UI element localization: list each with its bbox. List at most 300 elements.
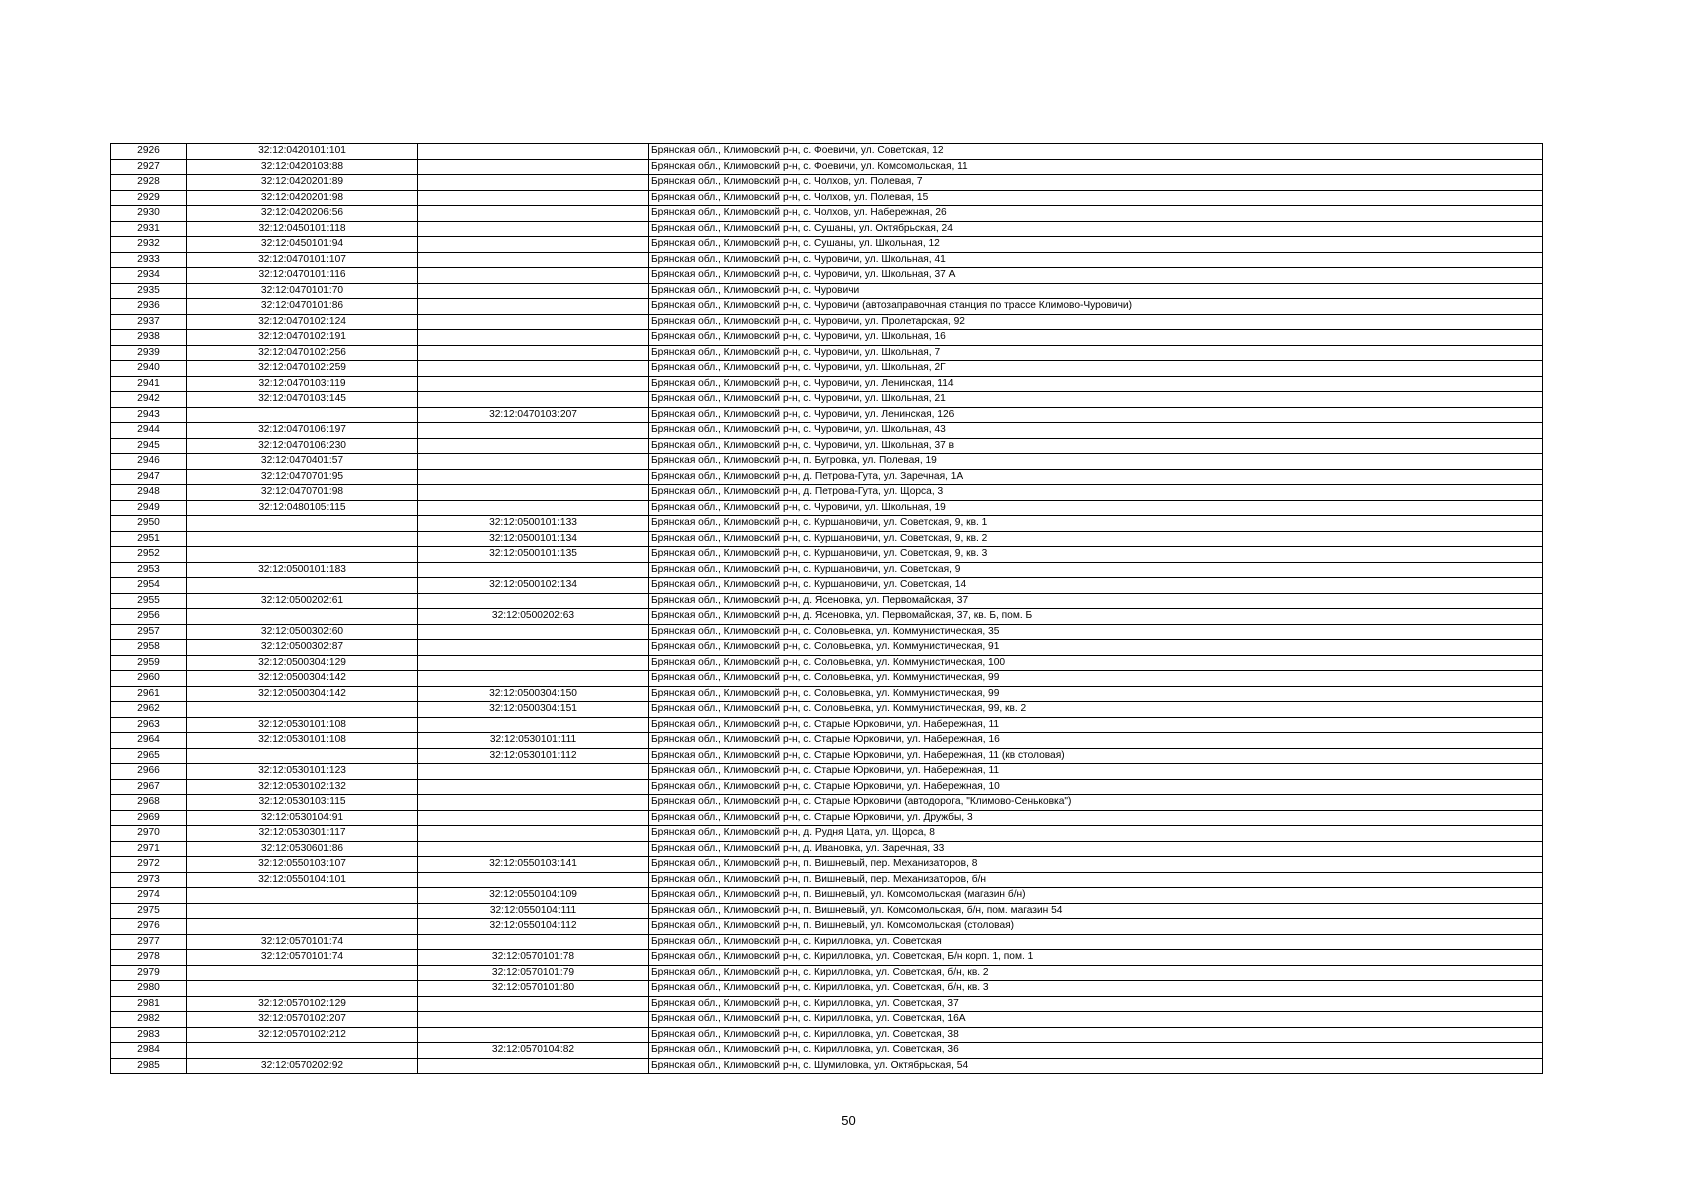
row-number-cell: 2976 bbox=[111, 919, 187, 935]
address-cell: Брянская обл., Климовский р-н, с. Кирилловка, ул. Советская, 16А bbox=[649, 1012, 1543, 1028]
table-row bbox=[111, 717, 1543, 733]
address-cell: Брянская обл., Климовский р-н, с. Чолхов, ул. Набережная, 26 bbox=[649, 206, 1543, 222]
table-row bbox=[111, 562, 1543, 578]
cadastral-number-cell: 32:12:0470101:116 bbox=[187, 268, 418, 284]
cadastral-number-cell: 32:12:0530301:117 bbox=[187, 826, 418, 842]
row-number-cell: 2975 bbox=[111, 903, 187, 919]
cadastral-number-cell bbox=[187, 888, 418, 904]
row-number-cell: 2952 bbox=[111, 547, 187, 563]
row-number-cell: 2929 bbox=[111, 190, 187, 206]
row-number-cell: 2946 bbox=[111, 454, 187, 470]
row-number-cell: 2951 bbox=[111, 531, 187, 547]
object-cadastral-number-cell bbox=[418, 1012, 649, 1028]
address-cell: Брянская обл., Климовский р-н, с. Сушаны, ул. Школьная, 12 bbox=[649, 237, 1543, 253]
object-cadastral-number-cell bbox=[418, 1027, 649, 1043]
address-cell: Брянская обл., Климовский р-н, с. Куршановичи, ул. Советская, 9, кв. 2 bbox=[649, 531, 1543, 547]
table-row bbox=[111, 190, 1543, 206]
row-number-cell: 2953 bbox=[111, 562, 187, 578]
object-cadastral-number-cell bbox=[418, 438, 649, 454]
address-cell: Брянская обл., Климовский р-н, с. Чуровичи, ул. Школьная, 43 bbox=[649, 423, 1543, 439]
cadastral-number-cell: 32:12:0470102:256 bbox=[187, 345, 418, 361]
address-cell: Брянская обл., Климовский р-н, с. Чуровичи, ул. Школьная, 16 bbox=[649, 330, 1543, 346]
table-row bbox=[111, 640, 1543, 656]
cadastral-number-cell: 32:12:0570102:129 bbox=[187, 996, 418, 1012]
row-number-cell: 2959 bbox=[111, 655, 187, 671]
table-row bbox=[111, 485, 1543, 501]
cadastral-number-cell: 32:12:0570102:212 bbox=[187, 1027, 418, 1043]
row-number-cell: 2967 bbox=[111, 779, 187, 795]
row-number-cell: 2985 bbox=[111, 1058, 187, 1074]
row-number-cell: 2973 bbox=[111, 872, 187, 888]
table-row bbox=[111, 593, 1543, 609]
row-number-cell: 2964 bbox=[111, 733, 187, 749]
cadastral-number-cell: 32:12:0500304:142 bbox=[187, 686, 418, 702]
row-number-cell: 2982 bbox=[111, 1012, 187, 1028]
table-row bbox=[111, 1027, 1543, 1043]
table-row bbox=[111, 1012, 1543, 1028]
row-number-cell: 2979 bbox=[111, 965, 187, 981]
table-row bbox=[111, 702, 1543, 718]
cadastral-number-cell: 32:12:0530104:91 bbox=[187, 810, 418, 826]
table-row bbox=[111, 407, 1543, 423]
row-number-cell: 2966 bbox=[111, 764, 187, 780]
cadastral-number-cell: 32:12:0500302:87 bbox=[187, 640, 418, 656]
address-cell: Брянская обл., Климовский р-н, с. Кирилловка, ул. Советская, Б/н корп. 1, пом. 1 bbox=[649, 950, 1543, 966]
address-cell: Брянская обл., Климовский р-н, с. Кирилловка, ул. Советская, 36 bbox=[649, 1043, 1543, 1059]
table-row bbox=[111, 454, 1543, 470]
row-number-cell: 2969 bbox=[111, 810, 187, 826]
table-row bbox=[111, 934, 1543, 950]
row-number-cell: 2943 bbox=[111, 407, 187, 423]
cadastral-number-cell bbox=[187, 547, 418, 563]
address-cell: Брянская обл., Климовский р-н, с. Кирилловка, ул. Советская bbox=[649, 934, 1543, 950]
table-row bbox=[111, 516, 1543, 532]
address-cell: Брянская обл., Климовский р-н, д. Рудня Цата, ул. Щорса, 8 bbox=[649, 826, 1543, 842]
address-cell: Брянская обл., Климовский р-н, с. Кирилловка, ул. Советская, 37 bbox=[649, 996, 1543, 1012]
object-cadastral-number-cell bbox=[418, 237, 649, 253]
table-row bbox=[111, 531, 1543, 547]
table-row bbox=[111, 392, 1543, 408]
address-cell: Брянская обл., Климовский р-н, с. Чолхов, ул. Полевая, 7 bbox=[649, 175, 1543, 191]
address-cell: Брянская обл., Климовский р-н, с. Чуровичи, ул. Школьная, 2Г bbox=[649, 361, 1543, 377]
object-cadastral-number-cell bbox=[418, 640, 649, 656]
row-number-cell: 2939 bbox=[111, 345, 187, 361]
object-cadastral-number-cell bbox=[418, 841, 649, 857]
object-cadastral-number-cell bbox=[418, 1058, 649, 1074]
object-cadastral-number-cell: 32:12:0550104:109 bbox=[418, 888, 649, 904]
address-cell: Брянская обл., Климовский р-н, с. Шумиловка, ул. Октябрьская, 54 bbox=[649, 1058, 1543, 1074]
object-cadastral-number-cell bbox=[418, 810, 649, 826]
table-row bbox=[111, 547, 1543, 563]
object-cadastral-number-cell: 32:12:0500102:134 bbox=[418, 578, 649, 594]
row-number-cell: 2984 bbox=[111, 1043, 187, 1059]
address-cell: Брянская обл., Климовский р-н, с. Куршановичи, ул. Советская, 9 bbox=[649, 562, 1543, 578]
address-cell: Брянская обл., Климовский р-н, с. Чуровичи, ул. Школьная, 19 bbox=[649, 500, 1543, 516]
row-number-cell: 2978 bbox=[111, 950, 187, 966]
table-row bbox=[111, 252, 1543, 268]
object-cadastral-number-cell bbox=[418, 299, 649, 315]
table-row bbox=[111, 764, 1543, 780]
cadastral-number-cell: 32:12:0500304:129 bbox=[187, 655, 418, 671]
cadastral-number-cell: 32:12:0530601:86 bbox=[187, 841, 418, 857]
object-cadastral-number-cell: 32:12:0500101:134 bbox=[418, 531, 649, 547]
table-row bbox=[111, 578, 1543, 594]
object-cadastral-number-cell: 32:12:0570101:80 bbox=[418, 981, 649, 997]
address-cell: Брянская обл., Климовский р-н, д. Петрова-Гута, ул. Заречная, 1А bbox=[649, 469, 1543, 485]
object-cadastral-number-cell bbox=[418, 159, 649, 175]
address-cell: Брянская обл., Климовский р-н, с. Старые Юрковичи, ул. Набережная, 11 bbox=[649, 764, 1543, 780]
object-cadastral-number-cell bbox=[418, 826, 649, 842]
address-cell: Брянская обл., Климовский р-н, с. Чуровичи (автозаправочная станция по трассе Климово-Чуровичи) bbox=[649, 299, 1543, 315]
object-cadastral-number-cell bbox=[418, 779, 649, 795]
cadastral-number-cell: 32:12:0450101:94 bbox=[187, 237, 418, 253]
table-row bbox=[111, 872, 1543, 888]
object-cadastral-number-cell bbox=[418, 392, 649, 408]
table-row bbox=[111, 795, 1543, 811]
object-cadastral-number-cell bbox=[418, 562, 649, 578]
object-cadastral-number-cell bbox=[418, 423, 649, 439]
cadastral-number-cell: 32:12:0570202:92 bbox=[187, 1058, 418, 1074]
object-cadastral-number-cell: 32:12:0470103:207 bbox=[418, 407, 649, 423]
row-number-cell: 2980 bbox=[111, 981, 187, 997]
row-number-cell: 2948 bbox=[111, 485, 187, 501]
cadastral-number-cell bbox=[187, 1043, 418, 1059]
address-cell: Брянская обл., Климовский р-н, с. Чуровичи, ул. Школьная, 7 bbox=[649, 345, 1543, 361]
row-number-cell: 2928 bbox=[111, 175, 187, 191]
row-number-cell: 2937 bbox=[111, 314, 187, 330]
table-row bbox=[111, 779, 1543, 795]
cadastral-number-cell: 32:12:0470106:197 bbox=[187, 423, 418, 439]
row-number-cell: 2963 bbox=[111, 717, 187, 733]
row-number-cell: 2956 bbox=[111, 609, 187, 625]
page-number: 50 bbox=[841, 1113, 856, 1128]
table-row bbox=[111, 733, 1543, 749]
address-cell: Брянская обл., Климовский р-н, п. Вишневый, ул. Комсомольская (магазин б/н) bbox=[649, 888, 1543, 904]
table-row bbox=[111, 950, 1543, 966]
table-row bbox=[111, 1043, 1543, 1059]
address-cell: Брянская обл., Климовский р-н, с. Кирилловка, ул. Советская, 38 bbox=[649, 1027, 1543, 1043]
cadastral-number-cell: 32:12:0470101:86 bbox=[187, 299, 418, 315]
object-cadastral-number-cell bbox=[418, 996, 649, 1012]
table-row bbox=[111, 671, 1543, 687]
row-number-cell: 2954 bbox=[111, 578, 187, 594]
row-number-cell: 2961 bbox=[111, 686, 187, 702]
row-number-cell: 2927 bbox=[111, 159, 187, 175]
row-number-cell: 2942 bbox=[111, 392, 187, 408]
cadastral-number-cell: 32:12:0470106:230 bbox=[187, 438, 418, 454]
cadastral-number-cell: 32:12:0420206:56 bbox=[187, 206, 418, 222]
object-cadastral-number-cell bbox=[418, 190, 649, 206]
object-cadastral-number-cell bbox=[418, 175, 649, 191]
row-number-cell: 2926 bbox=[111, 144, 187, 160]
address-cell: Брянская обл., Климовский р-н, с. Фоевичи, ул. Советская, 12 bbox=[649, 144, 1543, 160]
object-cadastral-number-cell bbox=[418, 144, 649, 160]
table-row bbox=[111, 469, 1543, 485]
table-row bbox=[111, 423, 1543, 439]
address-cell: Брянская обл., Климовский р-н, с. Старые Юрковичи, ул. Набережная, 11 (кв столовая) bbox=[649, 748, 1543, 764]
object-cadastral-number-cell bbox=[418, 934, 649, 950]
row-number-cell: 2983 bbox=[111, 1027, 187, 1043]
row-number-cell: 2949 bbox=[111, 500, 187, 516]
row-number-cell: 2971 bbox=[111, 841, 187, 857]
row-number-cell: 2933 bbox=[111, 252, 187, 268]
object-cadastral-number-cell: 32:12:0550104:112 bbox=[418, 919, 649, 935]
table-row bbox=[111, 624, 1543, 640]
cadastral-number-cell: 32:12:0470701:95 bbox=[187, 469, 418, 485]
object-cadastral-number-cell bbox=[418, 764, 649, 780]
address-cell: Брянская обл., Климовский р-н, п. Бугровка, ул. Полевая, 19 bbox=[649, 454, 1543, 470]
object-cadastral-number-cell: 32:12:0550103:141 bbox=[418, 857, 649, 873]
table-row bbox=[111, 810, 1543, 826]
cadastral-number-cell: 32:12:0500304:142 bbox=[187, 671, 418, 687]
address-cell: Брянская обл., Климовский р-н, с. Чуровичи, ул. Школьная, 37 А bbox=[649, 268, 1543, 284]
address-cell: Брянская обл., Климовский р-н, с. Старые Юрковичи, ул. Набережная, 10 bbox=[649, 779, 1543, 795]
address-cell: Брянская обл., Климовский р-н, п. Вишневый, пер. Механизаторов, 8 bbox=[649, 857, 1543, 873]
address-cell: Брянская обл., Климовский р-н, с. Сушаны, ул. Октябрьская, 24 bbox=[649, 221, 1543, 237]
cadastral-number-cell: 32:12:0500202:61 bbox=[187, 593, 418, 609]
address-cell: Брянская обл., Климовский р-н, с. Соловьевка, ул. Коммунистическая, 91 bbox=[649, 640, 1543, 656]
row-number-cell: 2931 bbox=[111, 221, 187, 237]
cadastral-number-cell bbox=[187, 965, 418, 981]
address-cell: Брянская обл., Климовский р-н, с. Старые Юрковичи, ул. Дружбы, 3 bbox=[649, 810, 1543, 826]
address-cell: Брянская обл., Климовский р-н, с. Чолхов, ул. Полевая, 15 bbox=[649, 190, 1543, 206]
row-number-cell: 2974 bbox=[111, 888, 187, 904]
cadastral-number-cell bbox=[187, 903, 418, 919]
address-cell: Брянская обл., Климовский р-н, с. Кирилловка, ул. Советская, б/н, кв. 2 bbox=[649, 965, 1543, 981]
object-cadastral-number-cell bbox=[418, 795, 649, 811]
object-cadastral-number-cell: 32:12:0570104:82 bbox=[418, 1043, 649, 1059]
address-cell: Брянская обл., Климовский р-н, д. Петрова-Гута, ул. Щорса, 3 bbox=[649, 485, 1543, 501]
row-number-cell: 2977 bbox=[111, 934, 187, 950]
row-number-cell: 2970 bbox=[111, 826, 187, 842]
row-number-cell: 2930 bbox=[111, 206, 187, 222]
object-cadastral-number-cell: 32:12:0500101:135 bbox=[418, 547, 649, 563]
address-cell: Брянская обл., Климовский р-н, д. Ивановка, ул. Заречная, 33 bbox=[649, 841, 1543, 857]
table-row bbox=[111, 857, 1543, 873]
address-cell: Брянская обл., Климовский р-н, с. Соловьевка, ул. Коммунистическая, 99, кв. 2 bbox=[649, 702, 1543, 718]
cadastral-number-cell: 32:12:0420103:88 bbox=[187, 159, 418, 175]
table-row bbox=[111, 826, 1543, 842]
row-number-cell: 2960 bbox=[111, 671, 187, 687]
object-cadastral-number-cell bbox=[418, 314, 649, 330]
cadastral-number-cell: 32:12:0470102:191 bbox=[187, 330, 418, 346]
table-row bbox=[111, 903, 1543, 919]
address-cell: Брянская обл., Климовский р-н, д. Ясеновка, ул. Первомайская, 37, кв. Б, пом. Б bbox=[649, 609, 1543, 625]
row-number-cell: 2981 bbox=[111, 996, 187, 1012]
object-cadastral-number-cell: 32:12:0500304:150 bbox=[418, 686, 649, 702]
address-cell: Брянская обл., Климовский р-н, с. Соловьевка, ул. Коммунистическая, 99 bbox=[649, 686, 1543, 702]
address-cell: Брянская обл., Климовский р-н, с. Кирилловка, ул. Советская, б/н, кв. 3 bbox=[649, 981, 1543, 997]
table-row bbox=[111, 299, 1543, 315]
address-cell: Брянская обл., Климовский р-н, с. Куршановичи, ул. Советская, 14 bbox=[649, 578, 1543, 594]
row-number-cell: 2957 bbox=[111, 624, 187, 640]
cadastral-number-cell bbox=[187, 609, 418, 625]
cadastral-number-cell: 32:12:0550104:101 bbox=[187, 872, 418, 888]
table-row bbox=[111, 748, 1543, 764]
table-row bbox=[111, 221, 1543, 237]
object-cadastral-number-cell bbox=[418, 206, 649, 222]
cadastral-number-cell: 32:12:0550103:107 bbox=[187, 857, 418, 873]
object-cadastral-number-cell: 32:12:0530101:111 bbox=[418, 733, 649, 749]
address-cell: Брянская обл., Климовский р-н, с. Старые Юрковичи, ул. Набережная, 11 bbox=[649, 717, 1543, 733]
row-number-cell: 2968 bbox=[111, 795, 187, 811]
row-number-cell: 2940 bbox=[111, 361, 187, 377]
cadastral-number-cell bbox=[187, 578, 418, 594]
cadastral-number-cell: 32:12:0530101:108 bbox=[187, 717, 418, 733]
object-cadastral-number-cell bbox=[418, 872, 649, 888]
object-cadastral-number-cell bbox=[418, 500, 649, 516]
cadastral-number-cell bbox=[187, 407, 418, 423]
object-cadastral-number-cell: 32:12:0500101:133 bbox=[418, 516, 649, 532]
object-cadastral-number-cell bbox=[418, 361, 649, 377]
cadastral-number-cell: 32:12:0470102:124 bbox=[187, 314, 418, 330]
object-cadastral-number-cell: 32:12:0570101:78 bbox=[418, 950, 649, 966]
row-number-cell: 2938 bbox=[111, 330, 187, 346]
row-number-cell: 2935 bbox=[111, 283, 187, 299]
object-cadastral-number-cell: 32:12:0570101:79 bbox=[418, 965, 649, 981]
row-number-cell: 2934 bbox=[111, 268, 187, 284]
table-row bbox=[111, 888, 1543, 904]
cadastral-number-cell: 32:12:0530103:115 bbox=[187, 795, 418, 811]
table-row bbox=[111, 609, 1543, 625]
row-number-cell: 2936 bbox=[111, 299, 187, 315]
table-row bbox=[111, 314, 1543, 330]
address-cell: Брянская обл., Климовский р-н, с. Соловьевка, ул. Коммунистическая, 35 bbox=[649, 624, 1543, 640]
property-table bbox=[110, 143, 1543, 1074]
table-row bbox=[111, 376, 1543, 392]
cadastral-number-cell: 32:12:0450101:118 bbox=[187, 221, 418, 237]
cadastral-number-cell bbox=[187, 748, 418, 764]
object-cadastral-number-cell: 32:12:0500304:151 bbox=[418, 702, 649, 718]
address-cell: Брянская обл., Климовский р-н, д. Ясеновка, ул. Первомайская, 37 bbox=[649, 593, 1543, 609]
cadastral-number-cell bbox=[187, 919, 418, 935]
cadastral-number-cell: 32:12:0570101:74 bbox=[187, 950, 418, 966]
cadastral-number-cell: 32:12:0470101:107 bbox=[187, 252, 418, 268]
cadastral-number-cell: 32:12:0570102:207 bbox=[187, 1012, 418, 1028]
table-row bbox=[111, 345, 1543, 361]
table-row bbox=[111, 361, 1543, 377]
cadastral-number-cell bbox=[187, 981, 418, 997]
row-number-cell: 2944 bbox=[111, 423, 187, 439]
cadastral-number-cell: 32:12:0570101:74 bbox=[187, 934, 418, 950]
table-row bbox=[111, 996, 1543, 1012]
cadastral-number-cell: 32:12:0530101:108 bbox=[187, 733, 418, 749]
address-cell: Брянская обл., Климовский р-н, с. Чуровичи, ул. Ленинская, 126 bbox=[649, 407, 1543, 423]
row-number-cell: 2947 bbox=[111, 469, 187, 485]
object-cadastral-number-cell bbox=[418, 671, 649, 687]
cadastral-number-cell bbox=[187, 702, 418, 718]
table-row bbox=[111, 500, 1543, 516]
object-cadastral-number-cell: 32:12:0550104:111 bbox=[418, 903, 649, 919]
object-cadastral-number-cell: 32:12:0530101:112 bbox=[418, 748, 649, 764]
cadastral-number-cell: 32:12:0530101:123 bbox=[187, 764, 418, 780]
address-cell: Брянская обл., Климовский р-н, с. Чуровичи, ул. Пролетарская, 92 bbox=[649, 314, 1543, 330]
property-table-body bbox=[111, 144, 1543, 1074]
object-cadastral-number-cell bbox=[418, 454, 649, 470]
cadastral-number-cell: 32:12:0470401:57 bbox=[187, 454, 418, 470]
object-cadastral-number-cell bbox=[418, 252, 649, 268]
cadastral-number-cell: 32:12:0500302:60 bbox=[187, 624, 418, 640]
object-cadastral-number-cell bbox=[418, 717, 649, 733]
object-cadastral-number-cell bbox=[418, 330, 649, 346]
object-cadastral-number-cell bbox=[418, 283, 649, 299]
address-cell: Брянская обл., Климовский р-н, с. Старые Юрковичи, ул. Набережная, 16 bbox=[649, 733, 1543, 749]
object-cadastral-number-cell bbox=[418, 376, 649, 392]
cadastral-number-cell: 32:12:0470103:119 bbox=[187, 376, 418, 392]
table-row bbox=[111, 655, 1543, 671]
row-number-cell: 2941 bbox=[111, 376, 187, 392]
table-row bbox=[111, 175, 1543, 191]
cadastral-number-cell: 32:12:0470101:70 bbox=[187, 283, 418, 299]
address-cell: Брянская обл., Климовский р-н, с. Чуровичи, ул. Школьная, 41 bbox=[649, 252, 1543, 268]
table-row bbox=[111, 206, 1543, 222]
object-cadastral-number-cell: 32:12:0500202:63 bbox=[418, 609, 649, 625]
row-number-cell: 2962 bbox=[111, 702, 187, 718]
address-cell: Брянская обл., Климовский р-н, с. Фоевичи, ул. Комсомольская, 11 bbox=[649, 159, 1543, 175]
address-cell: Брянская обл., Климовский р-н, с. Соловьевка, ул. Коммунистическая, 99 bbox=[649, 671, 1543, 687]
address-cell: Брянская обл., Климовский р-н, п. Вишневый, пер. Механизаторов, б/н bbox=[649, 872, 1543, 888]
address-cell: Брянская обл., Климовский р-н, с. Чуровичи, ул. Школьная, 37 в bbox=[649, 438, 1543, 454]
row-number-cell: 2945 bbox=[111, 438, 187, 454]
cadastral-number-cell: 32:12:0500101:183 bbox=[187, 562, 418, 578]
object-cadastral-number-cell bbox=[418, 345, 649, 361]
row-number-cell: 2965 bbox=[111, 748, 187, 764]
object-cadastral-number-cell bbox=[418, 268, 649, 284]
row-number-cell: 2955 bbox=[111, 593, 187, 609]
cadastral-number-cell: 32:12:0480105:115 bbox=[187, 500, 418, 516]
table-row bbox=[111, 686, 1543, 702]
address-cell: Брянская обл., Климовский р-н, с. Куршановичи, ул. Советская, 9, кв. 3 bbox=[649, 547, 1543, 563]
row-number-cell: 2972 bbox=[111, 857, 187, 873]
object-cadastral-number-cell bbox=[418, 593, 649, 609]
cadastral-number-cell: 32:12:0420101:101 bbox=[187, 144, 418, 160]
cadastral-number-cell: 32:12:0420201:89 bbox=[187, 175, 418, 191]
table-row bbox=[111, 919, 1543, 935]
cadastral-number-cell: 32:12:0470103:145 bbox=[187, 392, 418, 408]
table-row bbox=[111, 841, 1543, 857]
cadastral-number-cell bbox=[187, 516, 418, 532]
table-row bbox=[111, 237, 1543, 253]
table-row bbox=[111, 438, 1543, 454]
table-row bbox=[111, 1058, 1543, 1074]
table-row bbox=[111, 283, 1543, 299]
address-cell: Брянская обл., Климовский р-н, с. Старые Юрковичи (автодорога, "Климово-Сеньковка") bbox=[649, 795, 1543, 811]
cadastral-number-cell: 32:12:0420201:98 bbox=[187, 190, 418, 206]
address-cell: Брянская обл., Климовский р-н, с. Соловьевка, ул. Коммунистическая, 100 bbox=[649, 655, 1543, 671]
object-cadastral-number-cell bbox=[418, 469, 649, 485]
cadastral-number-cell bbox=[187, 531, 418, 547]
cadastral-number-cell: 32:12:0530102:132 bbox=[187, 779, 418, 795]
table-row bbox=[111, 144, 1543, 160]
cadastral-number-cell: 32:12:0470102:259 bbox=[187, 361, 418, 377]
table-row bbox=[111, 965, 1543, 981]
cadastral-number-cell: 32:12:0470701:98 bbox=[187, 485, 418, 501]
row-number-cell: 2958 bbox=[111, 640, 187, 656]
table-row bbox=[111, 268, 1543, 284]
object-cadastral-number-cell bbox=[418, 624, 649, 640]
address-cell: Брянская обл., Климовский р-н, п. Вишневый, ул. Комсомольская, б/н, пом. магазин 54 bbox=[649, 903, 1543, 919]
table-row bbox=[111, 159, 1543, 175]
address-cell: Брянская обл., Климовский р-н, с. Чуровичи bbox=[649, 283, 1543, 299]
address-cell: Брянская обл., Климовский р-н, с. Куршановичи, ул. Советская, 9, кв. 1 bbox=[649, 516, 1543, 532]
address-cell: Брянская обл., Климовский р-н, с. Чуровичи, ул. Школьная, 21 bbox=[649, 392, 1543, 408]
row-number-cell: 2950 bbox=[111, 516, 187, 532]
object-cadastral-number-cell bbox=[418, 485, 649, 501]
table-row bbox=[111, 330, 1543, 346]
object-cadastral-number-cell bbox=[418, 655, 649, 671]
address-cell: Брянская обл., Климовский р-н, с. Чуровичи, ул. Ленинская, 114 bbox=[649, 376, 1543, 392]
address-cell: Брянская обл., Климовский р-н, п. Вишневый, ул. Комсомольская (столовая) bbox=[649, 919, 1543, 935]
